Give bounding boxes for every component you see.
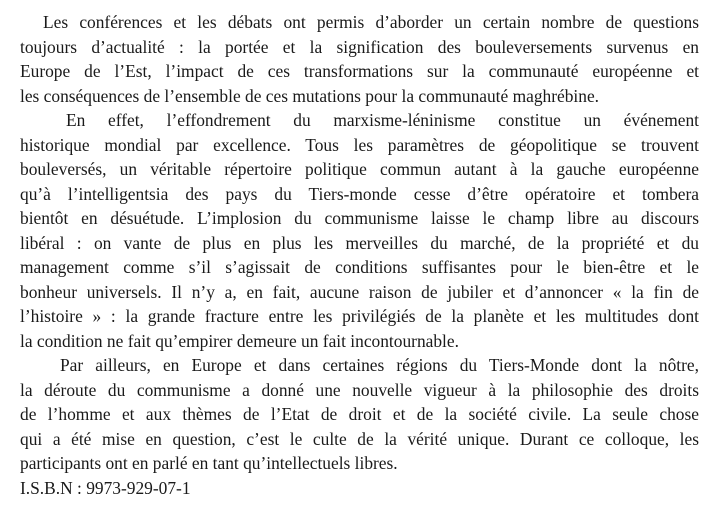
paragraph-3-line-5: participants ont en parlé en tant qu’intellectuels libres. xyxy=(20,453,398,473)
paragraph-1-line-4: les conséquences de l’ensemble de ces mutations pour la communauté maghrébine. xyxy=(20,85,600,106)
paragraph-1 xyxy=(20,10,699,108)
paragraph-2-line-6: libéral : on vante de plus en plus les merveilles du marché, de la propriété et du xyxy=(20,232,699,253)
paragraph-2-line-9: l’histoire » : la grande fracture entre les privilégiés de la planète et les multitudes dont xyxy=(20,306,699,326)
paragraph-2-line-5: bientôt en désuétude. L’implosion du communisme laisse le champ libre au discours xyxy=(20,208,699,228)
paragraph-3 xyxy=(20,353,699,476)
paragraph-3-line-3: de l’homme et aux thèmes de l’Etat de droit et de la société civile. La seule chose xyxy=(20,404,699,424)
paragraph-3-line-1: Par ailleurs, en Europe et dans certaines régions du Tiers-Monde dont la nôtre, xyxy=(60,355,699,375)
paragraph-2-line-8: bonheur universels. Il n’y a, en fait, aucune raison de jubiler et d’annoncer « la fin de xyxy=(20,281,699,302)
paragraph-2 xyxy=(20,108,699,353)
paragraph-2-line-3: bouleversés, un véritable répertoire politique commun autant à la gauche européenne xyxy=(20,159,699,179)
paragraph-2-line-2: historique mondial par excellence. Tous les paramètres de géopolitique se trouvent xyxy=(20,134,699,155)
paragraph-3-line-2: la déroute du communisme a donné une nouvelle vigueur à la philosophie des droits xyxy=(20,379,699,400)
paragraph-2-line-1: En effet, l’effondrement du marxisme-léninisme constitue un événement xyxy=(66,110,699,130)
isbn-line: I.S.B.N : 9973-929-07-1 xyxy=(20,477,191,498)
paragraph-1-line-3: Europe de l’Est, l’impact de ces transformations sur la communauté européenne et xyxy=(20,61,699,81)
paragraph-2-line-4: qu’à l’intelligentsia des pays du Tiers-monde cesse d’être opératoire et tombera xyxy=(20,183,699,204)
paragraph-1-line-1: Les conférences et les débats ont permis d’aborder un certain nombre de questions xyxy=(43,12,699,32)
paragraph-3-line-4: qui a été mise en question, c’est le culte de la vérité unique. Durant ce colloque, les xyxy=(20,428,699,449)
paragraph-2-line-7: management comme s’il s’agissait de conditions suffisantes pour le bien-être et le xyxy=(20,257,699,277)
paragraph-2-line-10: la condition ne fait qu’empirer demeure un fait incontournable. xyxy=(20,330,459,351)
paragraph-1-line-2: toujours d’actualité : la portée et la signification des bouleversements survenus en xyxy=(20,36,699,57)
